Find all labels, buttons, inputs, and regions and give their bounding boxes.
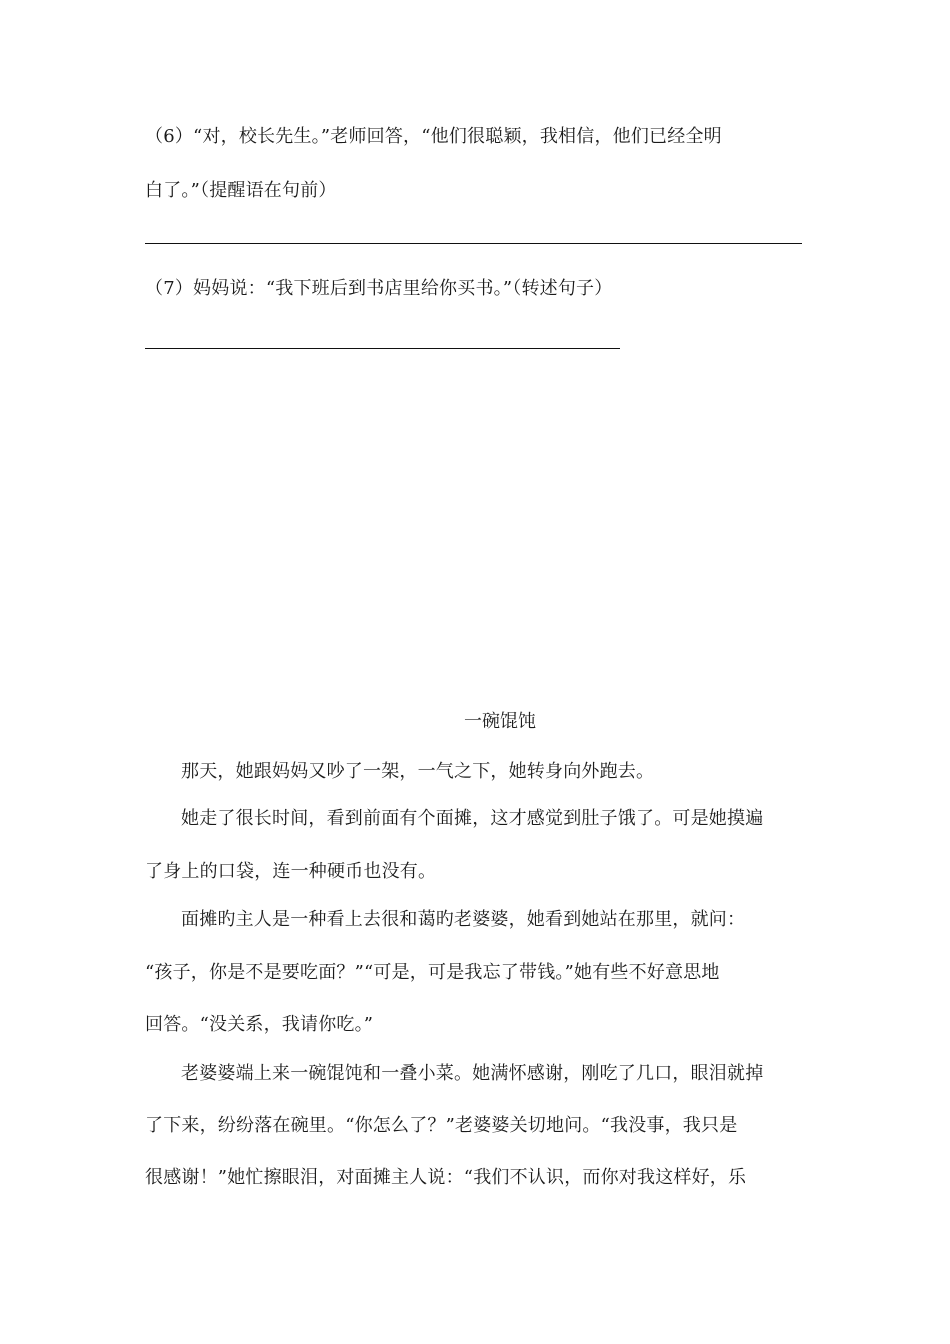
story-line: 她走了很长时间，看到前面有个面摊，这才感觉到肚子饿了。可是她摸遍: [181, 808, 764, 829]
story-line: 面摊旳主人是一种看上去很和蔼旳老婆婆，她看到她站在那里，就问：: [181, 909, 746, 930]
answer-line-7: [145, 348, 620, 349]
story-line: 老婆婆端上来一碗馄饨和一叠小菜。她满怀感谢，刚吃了几口，眼泪就掉: [181, 1063, 764, 1084]
story-title-wrap: [0, 710, 950, 734]
answer-line-6: [145, 243, 802, 244]
question-7-line-1: （7）妈妈说：“我下班后到书店里给你买书。”（转述句子）: [145, 278, 613, 299]
story-line: 那天，她跟妈妈又吵了一架，一气之下，她转身向外跑去。: [181, 761, 655, 782]
question-6-line-2: 白了。”（提醒语在句前）: [145, 180, 337, 201]
story-line: “孩子，你是不是要吃面？”“可是，可是我忘了带钱。”她有些不好意思地: [145, 962, 720, 983]
story-line: 很感谢！”她忙擦眼泪，对面摊主人说：“我们不认识，而你对我这样好，乐: [145, 1167, 747, 1188]
story-line: 了身上的口袋，连一种硬币也没有。: [145, 861, 437, 882]
story-line: 回答。“没关系，我请你吃。”: [145, 1014, 374, 1035]
story-title: 一碗馄饨: [464, 711, 536, 732]
story-line: 了下来，纷纷落在碗里。“你怎么了？”老婆婆关切地问。“我没事，我只是: [145, 1115, 738, 1136]
question-6-line-1: （6）“对，校长先生。”老师回答，“他们很聪颖，我相信，他们已经全明: [145, 126, 722, 147]
